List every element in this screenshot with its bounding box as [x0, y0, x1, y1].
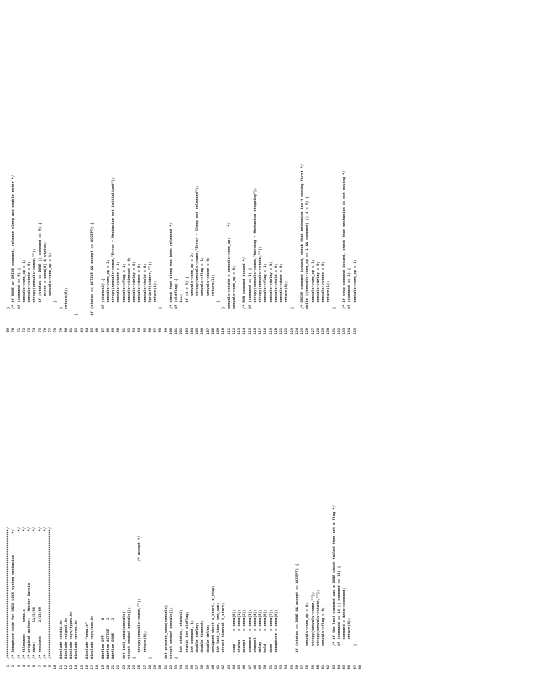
code-text: strcpy(semvals->state,"");	[315, 589, 320, 659]
code-text: strcpy(semvals->name,""); /* accept */	[137, 535, 142, 659]
code-text: delay = sema[5];	[258, 609, 262, 659]
code-text: if (status == ACTIVE && accept == ACCEPT) {	[90, 222, 94, 322]
code-text: {	[132, 656, 136, 659]
line-number: 100	[168, 328, 173, 335]
line-number: 60	[315, 665, 320, 670]
line-number: 90	[116, 328, 121, 333]
line-number: 129	[321, 328, 325, 335]
code-text: while ((semvals->sem_op == 1 && command) || i < 5) {	[305, 196, 310, 322]
line-number: 84	[84, 328, 89, 333]
line-number: 76	[42, 328, 47, 333]
code-text: if (i > 5) {	[184, 276, 189, 322]
line-number: 135	[352, 328, 357, 335]
code-text: semvals->done = 0;	[137, 263, 142, 322]
line-number: 132	[336, 328, 341, 335]
line-number: 109	[216, 328, 220, 335]
line-number: 86	[95, 328, 100, 333]
line-number: 44	[231, 665, 236, 670]
line-number: 41	[216, 665, 220, 670]
code-text: comp = sema[0];	[231, 609, 236, 659]
code-text: int init_sema(semvals)	[121, 611, 126, 659]
line-number: 66	[347, 665, 352, 670]
code-text: semvals->timeout = 0;	[126, 257, 131, 322]
line-number: 61	[321, 665, 325, 670]
line-number: 80	[63, 328, 68, 333]
line-number: 59	[310, 665, 315, 670]
code-text: /* Semaphore code for UNIX LOCK system mechanism */	[11, 529, 16, 659]
line-number: 106	[200, 328, 205, 335]
code-text: #include <stdio.h>	[58, 620, 63, 659]
line-number: 123	[289, 328, 294, 335]
line-number: 33	[174, 665, 178, 670]
code-text: #define OFF 0	[100, 617, 105, 659]
line-number: 11	[58, 665, 63, 670]
code-text: }	[147, 656, 152, 659]
line-number: 53	[279, 665, 283, 670]
line-number: 22	[116, 665, 121, 670]
line-number: 12	[63, 665, 68, 670]
line-number: 55	[289, 665, 294, 670]
line-number: 14	[74, 665, 79, 670]
code-text: semvals->state = 0;	[27, 261, 31, 322]
line-number: 92	[126, 328, 131, 333]
code-text: if (command == 14 || command == 15) {	[336, 565, 341, 659]
line-number: 115	[247, 328, 252, 335]
code-text: double delta;	[205, 624, 210, 659]
line-number: 16	[84, 665, 89, 670]
code-text: double timeout;	[200, 620, 205, 659]
line-number: 8	[42, 665, 47, 668]
code-text: strcpy(semvals->name,"Error - Mechanism not initialized");	[111, 177, 115, 322]
line-number: 89	[111, 328, 115, 333]
code-text: semvals->sem_op = 1;	[352, 259, 357, 322]
line-number: 97	[153, 328, 157, 333]
code-text: semvals->sem_op = 2;	[105, 259, 110, 322]
line-number: 36	[189, 665, 194, 670]
line-number: 43	[226, 665, 231, 670]
line-number: 63	[331, 665, 336, 670]
line-number: 116	[252, 328, 257, 335]
line-number: 121	[279, 328, 283, 335]
code-text: semvals->hold = 0;	[142, 263, 147, 322]
line-number: 56	[294, 665, 299, 670]
code-text: }	[352, 643, 357, 659]
line-number: 34	[179, 665, 184, 670]
line-number: 27	[142, 665, 147, 670]
code-text: strcpy(semvals->name,"");	[310, 591, 315, 659]
code-text: int process_sema(semvals)	[163, 604, 168, 659]
code-text: semvals->sem_op = 1;	[310, 259, 315, 322]
code-column-left	[6, 349, 363, 679]
line-number: 128	[315, 328, 320, 335]
line-number: 7	[37, 665, 42, 668]
code-text: int command, i;	[189, 620, 194, 659]
line-number: 52	[273, 665, 278, 670]
line-number: 6	[32, 665, 37, 668]
code-text: semvals->flag = 1;	[263, 263, 268, 322]
code-text: double sdelay;	[195, 622, 199, 659]
code-text: semvals->sem_op = 2;	[189, 252, 194, 322]
code-text: {	[174, 656, 178, 659]
line-number: 98	[158, 328, 163, 333]
line-number: 82	[74, 328, 79, 333]
line-number: 131	[331, 328, 336, 335]
code-text: #include <sys/sem.h>	[90, 615, 94, 659]
line-number: 23	[121, 665, 126, 670]
line-number: 70	[11, 328, 16, 333]
code-text: #include <signal.h>	[63, 617, 68, 659]
line-number: 112	[231, 328, 236, 335]
line-number: 77	[48, 328, 52, 333]
code-text: return(0);	[347, 617, 352, 659]
line-number: 1	[6, 665, 10, 668]
code-text: accept = sema[2];	[242, 609, 247, 659]
line-number: 118	[263, 328, 268, 335]
line-number: 17	[90, 665, 94, 670]
line-number: 35	[184, 665, 189, 670]
line-number: 51	[268, 665, 273, 670]
code-text: if (command == 9) {	[16, 267, 21, 322]
code-column-right	[6, 7, 358, 342]
line-number: 67	[352, 665, 357, 670]
code-text: if (command == 2) {	[347, 267, 352, 322]
code-text: struct sembuf semvals[];	[126, 607, 131, 659]
code-text: fprintf(stderr,"");	[147, 261, 152, 322]
code-text: unsigned short x_start, x_stop;	[210, 585, 215, 659]
line-number: 38	[200, 665, 205, 670]
line-number: 20	[105, 665, 110, 670]
line-number: 134	[347, 328, 352, 335]
code-text: strcpy(semvals->name,"Error - Sleep not released");	[195, 185, 199, 322]
line-number: 127	[310, 328, 315, 335]
line-number: 114	[242, 328, 247, 335]
line-number: 54	[284, 665, 289, 670]
code-text: semvals->sem_op = 1;	[21, 259, 26, 322]
code-text: semvals->done = 0;	[205, 257, 210, 322]
line-number: 85	[90, 328, 94, 333]
code-line	[358, 349, 363, 679]
line-number: 119	[268, 328, 273, 335]
line-number: 133	[342, 328, 346, 335]
line-number: 64	[336, 665, 341, 670]
line-number: 57	[300, 665, 304, 670]
code-text: #define DONE 2	[111, 617, 115, 659]
code-text: }	[331, 306, 336, 322]
line-number: 28	[147, 665, 152, 670]
line-number: 42	[221, 665, 226, 670]
code-text: #define ACTIVE 1	[105, 617, 110, 659]
code-text: }	[221, 306, 226, 322]
code-text: strcpy(semvals->name,"");	[32, 248, 37, 322]
line-number: 37	[195, 665, 199, 670]
line-number: 94	[137, 328, 142, 333]
code-text: semvals->flag = 1;	[200, 257, 205, 322]
code-text: /* check that sleep has been released */	[168, 222, 173, 322]
code-text: semvals->state = 1;	[116, 261, 121, 322]
line-number: 50	[263, 665, 268, 670]
code-text: struct timeval t_start;	[221, 602, 226, 659]
line-number: 130	[326, 328, 331, 335]
code-text: semvals->delay = 0;	[315, 261, 320, 322]
code-text: if (status == DONE && accept == ACCEPT) {	[294, 563, 299, 659]
line-number: 3	[16, 665, 21, 668]
line-number: 69	[6, 328, 10, 333]
code-text: /* if DONE or DRIVE command, release sleep and enable enter */	[11, 174, 16, 322]
line-number: 46	[242, 665, 247, 670]
line-number: 104	[189, 328, 194, 335]
code-text: }	[53, 300, 58, 322]
code-text: semvals->done = 0;	[279, 263, 283, 322]
code-text: i++;	[179, 293, 184, 322]
code-text: return(0);	[142, 630, 147, 659]
code-text: /***********************************************************/	[6, 527, 10, 659]
code-text: semvals->hold = 0;	[273, 263, 278, 322]
code-text: }	[74, 313, 79, 322]
code-text: hold = sema[6];	[263, 609, 268, 659]
line-number: 88	[105, 328, 110, 333]
code-text: error = sema[8] & status;	[42, 241, 47, 322]
line-number: 105	[195, 328, 199, 335]
line-number: 120	[273, 328, 278, 335]
code-text: /* RUN command issued */	[242, 257, 247, 322]
line-number: 25	[132, 665, 136, 670]
code-text: /* if the last command was a DONE which failed then set a flag */	[331, 505, 336, 659]
line-number: 78	[53, 328, 58, 333]
code-line	[353, 7, 358, 342]
code-text: #include <errno.h>	[74, 620, 79, 659]
code-text: semvals->state = 0;	[321, 261, 325, 322]
code-text: strcpy(semvals->name,"Warning - Mechanism stopping");	[252, 187, 257, 322]
line-number: 83	[79, 328, 84, 333]
line-number: 96	[147, 328, 152, 333]
code-text: semvals->sem_op = 1;	[48, 252, 52, 322]
code-text: /* DRIVE command issued, check that mechanism isn't moving first */	[300, 164, 304, 322]
code-text: semaphore = sema[8];	[273, 609, 278, 659]
code-text: semvals->delay = 0;	[132, 261, 136, 322]
code-text: /* */	[16, 527, 21, 659]
line-number: 19	[100, 665, 105, 670]
line-number: 95	[142, 328, 147, 333]
line-number: 75	[37, 328, 42, 333]
code-text: status = sema[1];	[237, 609, 241, 659]
line-number: 47	[247, 665, 252, 670]
line-number: 108	[210, 328, 215, 335]
code-text: strcpy(semvals->state,"");	[258, 246, 262, 322]
line-number: 79	[58, 328, 63, 333]
line-number: 62	[326, 665, 331, 670]
line-number: 107	[205, 328, 210, 335]
code-text: return(0);	[63, 287, 68, 322]
line-number: 117	[258, 328, 262, 335]
line-number: 58	[305, 665, 310, 670]
line-number: 72	[21, 328, 26, 333]
line-number: 18	[95, 665, 100, 670]
line-number: 99	[163, 328, 168, 333]
code-text: /* revised: 2/13/89 */	[37, 527, 42, 659]
line-number: 126	[305, 328, 310, 335]
line-number: 32	[168, 665, 173, 670]
code-text: }	[158, 306, 163, 322]
line-number: 30	[158, 665, 163, 670]
code-text: }	[289, 306, 294, 322]
line-number: 45	[237, 665, 241, 670]
line-number: 65	[342, 665, 346, 670]
line-number: 73	[27, 328, 31, 333]
code-text: #include <sys/types.h>	[69, 611, 73, 659]
line-number: 31	[163, 665, 168, 670]
code-text: int last_time, sem_num;	[216, 602, 220, 659]
code-text: }	[216, 300, 220, 322]
line-number: 110	[221, 328, 226, 335]
line-number: 26	[137, 665, 142, 670]
code-text: semvals->state = semvals->sem_op; */	[226, 222, 231, 322]
line-number: 74	[32, 328, 37, 333]
code-text: return(1);	[210, 274, 215, 322]
code-text: /* if stop command issued, check that mechanism is not moving */	[342, 170, 346, 322]
line-number: 71	[16, 328, 21, 333]
code-text: static int oldflag;	[184, 611, 189, 659]
code-text: command = data->command;	[342, 587, 346, 659]
code-text: return(1);	[326, 280, 331, 322]
line-number: 113	[237, 328, 241, 335]
code-text: if (status2) {	[100, 278, 105, 322]
line-number: 24	[126, 665, 131, 670]
line-number: 48	[252, 665, 257, 670]
line-number: 91	[121, 328, 126, 333]
code-text: int status, status2;	[179, 609, 184, 659]
code-text: if (command == 1) {	[247, 267, 252, 322]
line-number: 49	[258, 665, 262, 670]
code-text: return(0);	[284, 280, 289, 322]
line-number: 29	[153, 665, 157, 670]
code-text: channel = sema[4];	[252, 609, 257, 659]
code-text: semvals->sem_op = 0;	[231, 265, 236, 322]
line-number: 4	[21, 665, 26, 668]
line-number: 40	[210, 665, 215, 670]
code-text: /* filename: sema.c */	[21, 527, 26, 659]
line-number: 125	[300, 328, 304, 335]
line-number: 101	[174, 328, 178, 335]
line-number: 124	[294, 328, 299, 335]
line-number: 2	[11, 665, 16, 668]
line-number: 68	[357, 665, 362, 670]
line-number: 39	[205, 665, 210, 670]
code-text: semvals->delay = 0;	[268, 261, 273, 322]
line-number: 21	[111, 665, 115, 670]
line-number: 13	[69, 665, 73, 670]
code-text: }	[58, 306, 63, 322]
line-number: 111	[226, 328, 231, 335]
line-number: 103	[184, 328, 189, 335]
code-text: semvals->sem_op = 0;	[305, 602, 310, 659]
line-number: 87	[100, 328, 105, 333]
line-number: 10	[53, 665, 58, 670]
code-text: command = sema[3];	[247, 609, 252, 659]
code-text: semvals->flag = 1;	[121, 263, 126, 322]
code-text: /* original author: Hector Garcia */	[27, 527, 31, 659]
code-text: /* */	[42, 527, 47, 659]
line-number: 81	[69, 328, 73, 333]
line-number: 5	[27, 665, 31, 668]
line-number: 15	[79, 665, 84, 670]
code-text: }	[6, 306, 10, 322]
line-number: 9	[48, 665, 52, 668]
code-text: return(1);	[153, 280, 157, 322]
line-number: 122	[284, 328, 289, 335]
code-text: if (status == DONE || command == 9) {	[37, 222, 42, 322]
line-number: 93	[132, 328, 136, 333]
code-text: /* date: 11/3/88 */	[32, 527, 37, 659]
line-number: 102	[179, 328, 184, 335]
code-text: semvals->flag = 0;	[321, 607, 325, 659]
code-text: if (oldflag) {	[174, 278, 178, 322]
code-text: /***********************************************************/	[48, 527, 52, 659]
code-text: struct sembuf semvals[];	[168, 607, 173, 659]
code-text: done = sema[7];	[268, 609, 273, 659]
code-text: #include "sema.h"	[84, 622, 89, 659]
